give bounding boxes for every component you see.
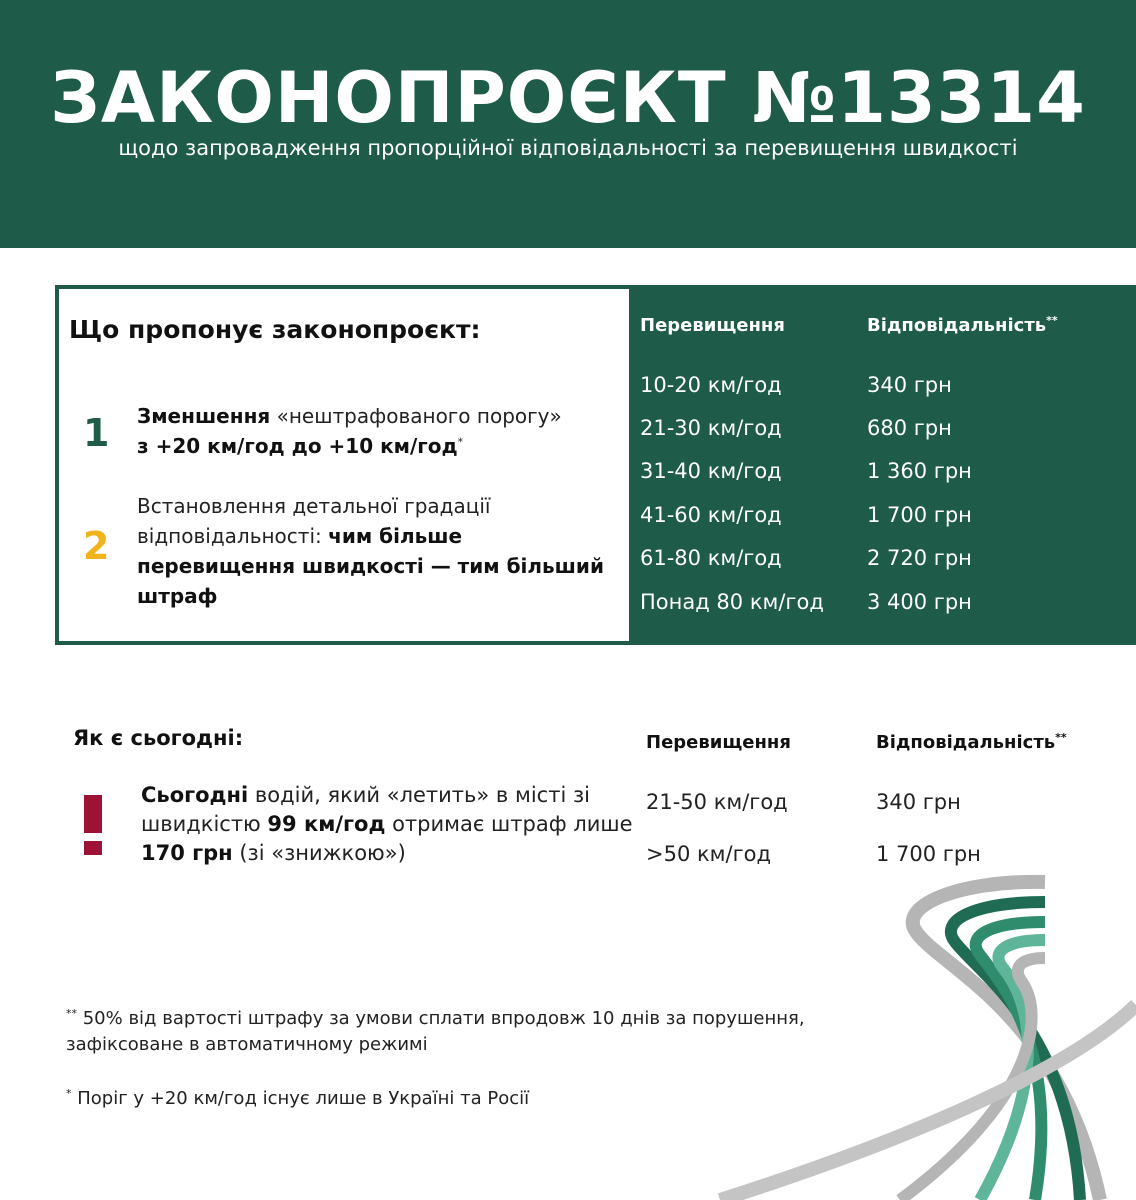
today-col-fine-mark: ** — [1055, 731, 1067, 744]
footnote-threshold-text: Поріг у +20 км/год існує лише в Україні та Росії — [71, 1088, 530, 1109]
proposal-fine-2: 1 360 грн — [867, 459, 972, 483]
item1-bold-b: з +20 км/год до +10 км/год — [137, 434, 458, 458]
today-text-b: отримає штраф лише — [385, 812, 633, 836]
footnote-discount-text: 50% від вартості штрафу за умови сплати впродовж 10 днів за порушення, зафіксоване в автоматичному режимі — [66, 1008, 805, 1055]
today-fine-0: 340 грн — [876, 790, 961, 814]
item2-text-a: Встановлення детальної градації відповідальності: — [137, 494, 491, 548]
page-title: ЗАКОНОПРОЄКТ №13314 — [50, 57, 1086, 139]
item1-footnote-mark: * — [457, 435, 464, 449]
proposal-fine-0: 340 грн — [867, 373, 952, 397]
proposal-heading: Що пропонує законопроєкт: — [69, 315, 481, 344]
today-speed-1: >50 км/год — [646, 842, 771, 866]
today-bold-c: 170 грн — [141, 841, 233, 865]
footnote-threshold-mark: * — [66, 1087, 72, 1100]
item-number-1: 1 — [83, 411, 110, 455]
today-bold-a: Сьогодні — [141, 783, 249, 807]
today-text-a: водій, який «летить» в місті зі швидкістю — [141, 783, 590, 836]
today-heading: Як є сьогодні: — [73, 726, 244, 750]
proposal-col-fine-label: Відповідальність — [867, 315, 1047, 336]
proposal-fine-1: 680 грн — [867, 416, 952, 440]
proposal-speed-3: 41-60 км/год — [640, 503, 782, 527]
proposal-fine-4: 2 720 грн — [867, 546, 972, 570]
item1-bold-a: Зменшення — [137, 404, 271, 428]
today-col-fine-label: Відповідальність — [876, 732, 1056, 753]
footnote-discount — [66, 1006, 866, 1058]
exclamation-bar — [84, 795, 102, 833]
proposal-fine-3: 1 700 грн — [867, 503, 972, 527]
proposal-speed-1: 21-30 км/год — [640, 416, 782, 440]
proposal-speed-0: 10-20 км/год — [640, 373, 782, 397]
today-bold-b: 99 км/год — [267, 812, 386, 836]
item2-bold-a: чим більше перевищення швидкості — тим більший штраф — [137, 524, 604, 608]
item1-text-a: «нештрафованого порогу» — [270, 404, 562, 428]
proposal-speed-5: Понад 80 км/год — [640, 590, 824, 614]
today-speed-0: 21-50 км/год — [646, 790, 788, 814]
today-col-speed: Перевищення — [646, 732, 791, 753]
proposal-col-fine-mark: ** — [1046, 314, 1058, 327]
today-description — [141, 781, 641, 868]
proposal-fine-5: 3 400 грн — [867, 590, 972, 614]
exclamation-dot — [84, 841, 102, 855]
footnote-threshold — [66, 1086, 866, 1112]
footnote-discount-mark: ** — [66, 1007, 77, 1020]
item-number-2: 2 — [83, 524, 110, 568]
proposal-speed-4: 61-80 км/год — [640, 546, 782, 570]
proposal-col-speed: Перевищення — [640, 315, 785, 336]
proposal-speed-2: 31-40 км/год — [640, 459, 782, 483]
today-text-c: (зі «знижкою») — [232, 841, 406, 865]
today-fine-1: 1 700 грн — [876, 842, 981, 866]
today-col-fine — [876, 732, 1067, 753]
page-subtitle: щодо запровадження пропорційної відповідальності за перевищення швидкості — [118, 136, 1018, 160]
